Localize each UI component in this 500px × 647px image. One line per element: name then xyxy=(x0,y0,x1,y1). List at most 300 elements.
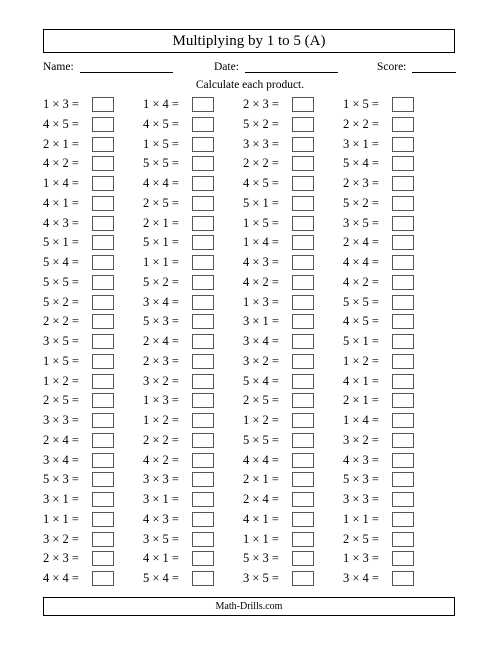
problem-expression: 4 × 4 = xyxy=(343,255,379,269)
answer-box[interactable] xyxy=(192,235,214,250)
answer-box[interactable] xyxy=(92,571,114,586)
name-line[interactable] xyxy=(80,61,173,73)
answer-box[interactable] xyxy=(92,472,114,487)
problem-expression: 1 × 5 = xyxy=(243,215,279,230)
answer-box[interactable] xyxy=(392,393,414,408)
problem-item xyxy=(43,491,114,508)
footer-box xyxy=(43,597,455,616)
problem-item xyxy=(343,116,414,133)
problem-expression: 2 × 4 = xyxy=(343,235,379,250)
problem-item xyxy=(143,215,214,232)
name-field[interactable] xyxy=(43,61,173,73)
problem-item xyxy=(43,392,114,409)
problem-expression: 1 × 5 = xyxy=(343,97,379,111)
answer-box[interactable] xyxy=(192,492,214,507)
answer-box[interactable] xyxy=(392,137,414,152)
problem-item xyxy=(243,412,314,429)
problem-expression: 1 × 1 = xyxy=(43,511,79,526)
date-label: Date: xyxy=(214,61,239,73)
problem-item xyxy=(143,373,214,390)
problem-expression: 3 × 1 = xyxy=(243,314,279,329)
problem-item xyxy=(143,392,214,409)
answer-box[interactable] xyxy=(192,97,214,112)
problem-item xyxy=(343,452,414,469)
problem-expression: 3 × 5 = xyxy=(243,571,279,585)
problem-expression: 5 × 5 = xyxy=(143,156,179,171)
problem-expression: 5 × 5 = xyxy=(43,274,79,289)
problem-item xyxy=(143,333,214,350)
answer-box[interactable] xyxy=(392,551,414,566)
answer-box[interactable] xyxy=(92,235,114,250)
answer-box[interactable] xyxy=(292,216,314,231)
answer-box[interactable] xyxy=(192,374,214,389)
problem-expression: 3 × 4 = xyxy=(243,334,279,348)
answer-box[interactable] xyxy=(392,413,414,428)
answer-box[interactable] xyxy=(92,275,114,290)
problem-expression: 3 × 1 = xyxy=(43,492,79,506)
problem-item xyxy=(143,254,214,271)
problem-expression: 5 × 3 = xyxy=(43,472,79,487)
problem-item xyxy=(343,333,414,350)
problem-item xyxy=(343,96,414,113)
problem-item xyxy=(143,294,214,311)
problem-item xyxy=(243,570,314,587)
problem-expression: 1 × 3 = xyxy=(43,97,79,111)
problem-item xyxy=(43,313,114,330)
problem-expression: 2 × 2 = xyxy=(243,156,279,171)
answer-box[interactable] xyxy=(192,275,214,290)
problem-expression: 4 × 2 = xyxy=(43,156,79,171)
problem-expression: 3 × 2 = xyxy=(343,432,379,447)
problem-expression: 4 × 3 = xyxy=(243,255,279,269)
answer-box[interactable] xyxy=(292,354,314,369)
answer-box[interactable] xyxy=(392,472,414,487)
date-line[interactable] xyxy=(245,61,338,73)
problem-expression: 4 × 4 = xyxy=(43,571,79,585)
problem-expression: 3 × 5 = xyxy=(43,334,79,348)
problem-expression: 3 × 5 = xyxy=(343,215,379,230)
problem-item xyxy=(243,294,314,311)
answer-box[interactable] xyxy=(92,255,114,270)
problem-item xyxy=(143,452,214,469)
problem-item xyxy=(43,412,114,429)
problem-expression: 3 × 2 = xyxy=(243,353,279,368)
problem-item xyxy=(343,195,414,212)
score-label: Score: xyxy=(377,61,407,73)
problem-item xyxy=(43,452,114,469)
answer-box[interactable] xyxy=(192,196,214,211)
answer-box[interactable] xyxy=(92,354,114,369)
answer-box[interactable] xyxy=(192,472,214,487)
problem-item xyxy=(343,136,414,153)
problem-expression: 2 × 1 = xyxy=(243,472,279,487)
problem-item xyxy=(343,570,414,587)
problem-expression: 5 × 2 = xyxy=(243,116,279,131)
problem-expression: 2 × 5 = xyxy=(343,531,379,546)
problem-item xyxy=(243,136,314,153)
problem-expression: 5 × 4 = xyxy=(43,255,79,269)
problem-item xyxy=(343,412,414,429)
answer-box[interactable] xyxy=(292,235,314,250)
answer-box[interactable] xyxy=(92,551,114,566)
problem-expression: 4 × 3 = xyxy=(343,452,379,467)
answer-box[interactable] xyxy=(292,472,314,487)
problem-item xyxy=(243,155,314,172)
answer-box[interactable] xyxy=(292,571,314,586)
problem-expression: 2 × 2 = xyxy=(143,432,179,447)
problem-expression: 5 × 3 = xyxy=(343,472,379,487)
answer-box[interactable] xyxy=(192,453,214,468)
answer-box[interactable] xyxy=(392,314,414,329)
problem-expression: 1 × 5 = xyxy=(43,353,79,368)
answer-box[interactable] xyxy=(192,314,214,329)
answer-box[interactable] xyxy=(392,354,414,369)
answer-box[interactable] xyxy=(392,275,414,290)
problem-item xyxy=(43,432,114,449)
answer-box[interactable] xyxy=(192,551,214,566)
problem-expression: 4 × 5 = xyxy=(143,116,179,131)
answer-box[interactable] xyxy=(192,512,214,527)
problem-item xyxy=(343,353,414,370)
problem-item xyxy=(43,531,114,548)
problem-item xyxy=(243,215,314,232)
problem-item xyxy=(143,412,214,429)
problem-item xyxy=(43,254,114,271)
problem-item xyxy=(43,353,114,370)
answer-box[interactable] xyxy=(192,393,214,408)
problem-expression: 5 × 2 = xyxy=(43,294,79,309)
answer-box[interactable] xyxy=(292,413,314,428)
answer-box[interactable] xyxy=(292,137,314,152)
problem-item xyxy=(43,294,114,311)
score-field[interactable] xyxy=(377,61,456,73)
answer-box[interactable] xyxy=(392,295,414,310)
answer-box[interactable] xyxy=(292,334,314,349)
problem-expression: 3 × 3 = xyxy=(243,136,279,151)
answer-box[interactable] xyxy=(92,176,114,191)
problem-expression: 4 × 1 = xyxy=(43,195,79,210)
answer-box[interactable] xyxy=(392,492,414,507)
problem-expression: 2 × 4 = xyxy=(243,492,279,506)
problem-item xyxy=(43,215,114,232)
problem-item xyxy=(243,274,314,291)
problem-item xyxy=(43,175,114,192)
problem-expression: 4 × 4 = xyxy=(143,176,179,190)
answer-box[interactable] xyxy=(292,156,314,171)
problem-item xyxy=(343,254,414,271)
problem-expression: 3 × 2 = xyxy=(143,373,179,388)
problem-expression: 5 × 5 = xyxy=(343,294,379,309)
problem-item xyxy=(143,274,214,291)
problem-expression: 2 × 3 = xyxy=(43,551,79,566)
answer-box[interactable] xyxy=(192,413,214,428)
problem-expression: 3 × 3 = xyxy=(143,472,179,487)
problem-expression: 4 × 2 = xyxy=(343,274,379,289)
problem-item xyxy=(43,471,114,488)
worksheet-title-box xyxy=(43,29,455,53)
problem-expression: 4 × 5 = xyxy=(343,314,379,329)
problem-expression: 5 × 3 = xyxy=(243,551,279,566)
problem-expression: 1 × 1 = xyxy=(243,531,279,546)
problem-expression: 1 × 4 = xyxy=(243,235,279,250)
problem-expression: 1 × 5 = xyxy=(143,136,179,151)
answer-box[interactable] xyxy=(192,354,214,369)
answer-box[interactable] xyxy=(92,196,114,211)
problem-item xyxy=(243,195,314,212)
problem-expression: 4 × 1 = xyxy=(343,373,379,388)
answer-box[interactable] xyxy=(392,453,414,468)
problem-item xyxy=(43,373,114,390)
problem-item xyxy=(343,175,414,192)
answer-box[interactable] xyxy=(292,512,314,527)
problem-expression: 1 × 4 = xyxy=(343,413,379,427)
answer-box[interactable] xyxy=(392,571,414,586)
problem-expression: 2 × 3 = xyxy=(343,176,379,190)
problem-item xyxy=(243,333,314,350)
problem-expression: 4 × 1 = xyxy=(143,551,179,566)
problem-item xyxy=(243,254,314,271)
problem-expression: 4 × 5 = xyxy=(43,116,79,131)
answer-box[interactable] xyxy=(392,216,414,231)
answer-box[interactable] xyxy=(92,413,114,428)
problem-expression: 2 × 3 = xyxy=(243,97,279,111)
problem-item xyxy=(43,96,114,113)
name-label: Name: xyxy=(43,61,74,73)
answer-box[interactable] xyxy=(392,433,414,448)
problem-expression: 4 × 3 = xyxy=(143,511,179,526)
problem-expression: 5 × 3 = xyxy=(143,314,179,329)
answer-box[interactable] xyxy=(292,117,314,132)
problem-item xyxy=(343,511,414,528)
answer-box[interactable] xyxy=(192,137,214,152)
problem-item xyxy=(43,195,114,212)
problem-expression: 2 × 4 = xyxy=(43,432,79,447)
problem-expression: 3 × 1 = xyxy=(343,136,379,151)
answer-box[interactable] xyxy=(292,295,314,310)
answer-box[interactable] xyxy=(292,551,314,566)
problem-item xyxy=(343,313,414,330)
problem-item xyxy=(243,392,314,409)
problem-expression: 2 × 5 = xyxy=(143,195,179,210)
problem-expression: 1 × 3 = xyxy=(343,551,379,566)
answer-box[interactable] xyxy=(192,255,214,270)
problem-expression: 1 × 2 = xyxy=(43,373,79,388)
score-line[interactable] xyxy=(412,61,456,73)
problem-item xyxy=(343,274,414,291)
problem-item xyxy=(243,116,314,133)
problem-expression: 5 × 1 = xyxy=(343,334,379,348)
answer-box[interactable] xyxy=(292,374,314,389)
answer-box[interactable] xyxy=(392,196,414,211)
problem-item xyxy=(43,136,114,153)
problem-item xyxy=(243,511,314,528)
answer-box[interactable] xyxy=(392,512,414,527)
answer-box[interactable] xyxy=(392,117,414,132)
answer-box[interactable] xyxy=(92,433,114,448)
answer-box[interactable] xyxy=(192,334,214,349)
problem-item xyxy=(143,96,214,113)
problem-item xyxy=(243,531,314,548)
problem-expression: 1 × 4 = xyxy=(43,176,79,190)
problem-expression: 1 × 2 = xyxy=(143,413,179,427)
problem-expression: 4 × 5 = xyxy=(243,176,279,190)
answer-box[interactable] xyxy=(392,97,414,112)
answer-box[interactable] xyxy=(92,295,114,310)
problem-item xyxy=(343,471,414,488)
problem-expression: 2 × 1 = xyxy=(43,136,79,151)
problem-expression: 4 × 3 = xyxy=(43,215,79,230)
problem-expression: 1 × 1 = xyxy=(343,511,379,526)
problem-expression: 1 × 2 = xyxy=(243,413,279,427)
problem-item xyxy=(143,511,214,528)
problem-item xyxy=(43,234,114,251)
problem-expression: 5 × 2 = xyxy=(343,195,379,210)
answer-box[interactable] xyxy=(392,156,414,171)
problem-expression: 5 × 1 = xyxy=(243,195,279,210)
problem-expression: 3 × 4 = xyxy=(343,571,379,585)
problem-expression: 4 × 2 = xyxy=(143,452,179,467)
footer-text: Math-Drills.com xyxy=(215,601,283,612)
problem-expression: 4 × 1 = xyxy=(243,511,279,526)
answer-box[interactable] xyxy=(92,117,114,132)
worksheet-title: Multiplying by 1 to 5 (A) xyxy=(172,32,326,49)
problem-expression: 3 × 5 = xyxy=(143,531,179,546)
problem-item xyxy=(43,333,114,350)
problem-expression: 3 × 3 = xyxy=(343,492,379,506)
problem-expression: 5 × 4 = xyxy=(243,373,279,388)
answer-box[interactable] xyxy=(92,374,114,389)
problem-expression: 2 × 3 = xyxy=(143,353,179,368)
answer-box[interactable] xyxy=(392,235,414,250)
problem-item xyxy=(43,511,114,528)
answer-box[interactable] xyxy=(292,492,314,507)
problem-expression: 2 × 1 = xyxy=(343,393,379,408)
answer-box[interactable] xyxy=(92,97,114,112)
answer-box[interactable] xyxy=(92,137,114,152)
answer-box[interactable] xyxy=(92,492,114,507)
problem-item xyxy=(143,195,214,212)
answer-box[interactable] xyxy=(192,156,214,171)
problem-item xyxy=(343,215,414,232)
problem-item xyxy=(43,570,114,587)
problem-expression: 5 × 4 = xyxy=(143,571,179,585)
answer-box[interactable] xyxy=(292,532,314,547)
answer-box[interactable] xyxy=(292,393,314,408)
answer-box[interactable] xyxy=(92,453,114,468)
answer-box[interactable] xyxy=(392,334,414,349)
problem-item xyxy=(243,491,314,508)
answer-box[interactable] xyxy=(192,532,214,547)
answer-box[interactable] xyxy=(192,176,214,191)
problem-item xyxy=(343,294,414,311)
answer-box[interactable] xyxy=(192,433,214,448)
answer-box[interactable] xyxy=(92,156,114,171)
instructions: Calculate each product. xyxy=(195,79,305,91)
answer-box[interactable] xyxy=(92,532,114,547)
problem-item xyxy=(43,116,114,133)
problem-expression: 1 × 3 = xyxy=(143,393,179,408)
answer-box[interactable] xyxy=(292,97,314,112)
answer-box[interactable] xyxy=(192,216,214,231)
problem-item xyxy=(243,234,314,251)
problem-expression: 4 × 4 = xyxy=(243,452,279,467)
answer-box[interactable] xyxy=(392,176,414,191)
problem-expression: 5 × 4 = xyxy=(343,156,379,171)
answer-box[interactable] xyxy=(92,512,114,527)
problem-expression: 5 × 5 = xyxy=(243,432,279,447)
answer-box[interactable] xyxy=(392,374,414,389)
problem-item xyxy=(143,136,214,153)
problem-item xyxy=(343,491,414,508)
answer-box[interactable] xyxy=(292,255,314,270)
problem-item xyxy=(143,353,214,370)
problem-expression: 2 × 2 = xyxy=(43,314,79,329)
problem-item xyxy=(243,313,314,330)
problem-item xyxy=(343,432,414,449)
answer-box[interactable] xyxy=(92,216,114,231)
problem-expression: 2 × 5 = xyxy=(43,393,79,408)
problem-expression: 2 × 4 = xyxy=(143,334,179,348)
answer-box[interactable] xyxy=(292,275,314,290)
problem-item xyxy=(343,373,414,390)
answer-box[interactable] xyxy=(292,314,314,329)
answer-box[interactable] xyxy=(192,571,214,586)
problem-item xyxy=(143,155,214,172)
answer-box[interactable] xyxy=(92,334,114,349)
problem-expression: 3 × 2 = xyxy=(43,531,79,546)
problem-item xyxy=(343,392,414,409)
problem-item xyxy=(343,155,414,172)
problem-expression: 3 × 3 = xyxy=(43,413,79,427)
answer-box[interactable] xyxy=(292,433,314,448)
answer-box[interactable] xyxy=(292,176,314,191)
problem-expression: 1 × 4 = xyxy=(143,97,179,111)
answer-box[interactable] xyxy=(392,532,414,547)
problem-expression: 3 × 4 = xyxy=(43,452,79,467)
problem-item xyxy=(243,96,314,113)
problem-expression: 1 × 2 = xyxy=(343,353,379,368)
problem-expression: 5 × 1 = xyxy=(43,235,79,250)
problem-expression: 2 × 2 = xyxy=(343,116,379,131)
problem-expression: 5 × 1 = xyxy=(143,235,179,250)
problem-item xyxy=(143,550,214,567)
answer-box[interactable] xyxy=(92,314,114,329)
problem-item xyxy=(43,274,114,291)
problem-item xyxy=(143,531,214,548)
problem-item xyxy=(43,550,114,567)
problem-item xyxy=(343,531,414,548)
answer-box[interactable] xyxy=(92,393,114,408)
answer-box[interactable] xyxy=(392,255,414,270)
answer-box[interactable] xyxy=(192,117,214,132)
answer-box[interactable] xyxy=(292,453,314,468)
problem-item xyxy=(143,234,214,251)
date-field[interactable] xyxy=(214,61,338,73)
problem-expression: 4 × 2 = xyxy=(243,274,279,289)
problem-expression: 3 × 1 = xyxy=(143,492,179,506)
problem-item xyxy=(143,313,214,330)
answer-box[interactable] xyxy=(192,295,214,310)
answer-box[interactable] xyxy=(292,196,314,211)
problem-item xyxy=(143,570,214,587)
problem-item xyxy=(143,175,214,192)
problem-item xyxy=(343,550,414,567)
problem-item xyxy=(343,234,414,251)
problem-expression: 1 × 3 = xyxy=(243,294,279,309)
problem-item xyxy=(143,471,214,488)
problem-item xyxy=(243,452,314,469)
problem-item xyxy=(243,432,314,449)
